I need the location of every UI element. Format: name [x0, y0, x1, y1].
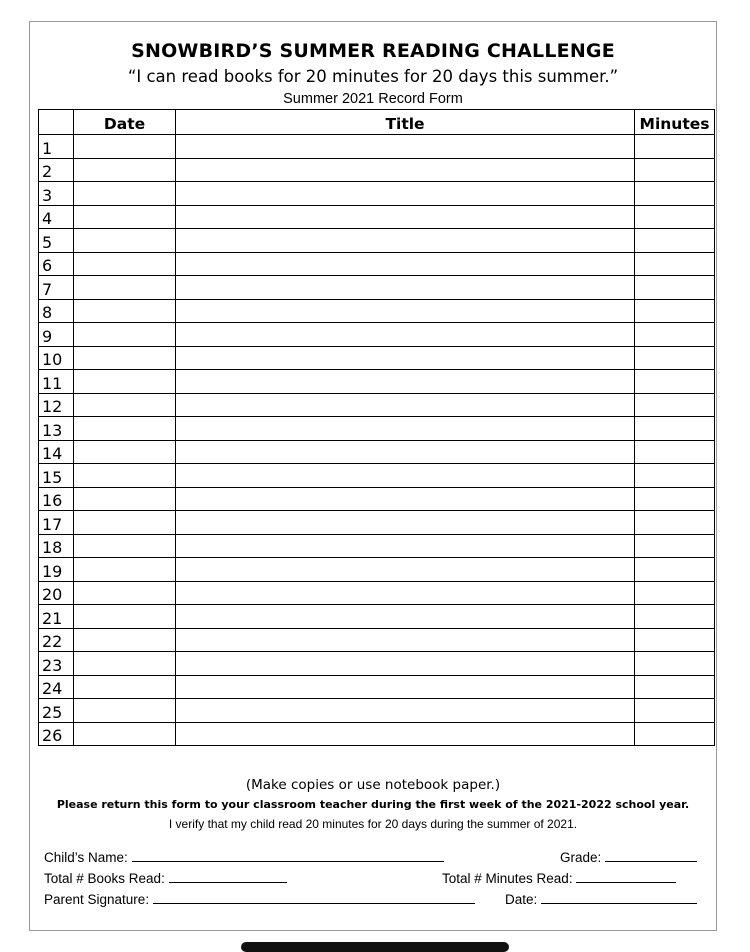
- title-cell[interactable]: [176, 652, 635, 676]
- row-number: 24: [39, 675, 74, 699]
- title-cell[interactable]: [176, 346, 635, 370]
- title-cell[interactable]: [176, 252, 635, 276]
- date-cell[interactable]: [74, 229, 176, 253]
- minutes-cell[interactable]: [635, 558, 715, 582]
- row-number: 17: [39, 511, 74, 535]
- row-number: 5: [39, 229, 74, 253]
- table-row: [39, 581, 715, 605]
- table-row: [39, 346, 715, 370]
- table-row: [39, 417, 715, 441]
- table-row: [39, 229, 715, 253]
- table-row: [39, 605, 715, 629]
- date-cell[interactable]: [74, 558, 176, 582]
- row-number: 14: [39, 440, 74, 464]
- row-number: 2: [39, 158, 74, 182]
- parent-signature-line[interactable]: [153, 891, 475, 904]
- row-number: 7: [39, 276, 74, 300]
- date-cell[interactable]: [74, 675, 176, 699]
- date-cell[interactable]: [74, 346, 176, 370]
- minutes-cell[interactable]: [635, 511, 715, 535]
- date-cell[interactable]: [74, 393, 176, 417]
- title-cell[interactable]: [176, 158, 635, 182]
- row-number: 13: [39, 417, 74, 441]
- home-indicator[interactable]: [241, 942, 509, 952]
- minutes-read-label: Total # Minutes Read:: [442, 871, 573, 886]
- table-row: [39, 722, 715, 746]
- table-row: [39, 440, 715, 464]
- title-cell[interactable]: [176, 370, 635, 394]
- date-cell[interactable]: [74, 605, 176, 629]
- date-line[interactable]: [541, 891, 697, 904]
- title-cell[interactable]: [176, 534, 635, 558]
- column-header-date: Date: [74, 110, 176, 135]
- table-row: [39, 299, 715, 323]
- date-cell[interactable]: [74, 511, 176, 535]
- minutes-cell[interactable]: [635, 252, 715, 276]
- date-cell[interactable]: [74, 652, 176, 676]
- table-row: [39, 182, 715, 206]
- minutes-cell[interactable]: [635, 464, 715, 488]
- minutes-cell[interactable]: [635, 393, 715, 417]
- copies-note: (Make copies or use notebook paper.): [245, 777, 501, 793]
- date-cell[interactable]: [74, 299, 176, 323]
- form-title: SNOWBIRD’S SUMMER READING CHALLENGE: [131, 40, 615, 62]
- minutes-cell[interactable]: [635, 417, 715, 441]
- table-row: [39, 205, 715, 229]
- grade-line[interactable]: [605, 849, 697, 862]
- title-cell[interactable]: [176, 440, 635, 464]
- minutes-read-field: [442, 870, 676, 886]
- row-number: 4: [39, 205, 74, 229]
- title-cell[interactable]: [176, 511, 635, 535]
- date-cell[interactable]: [74, 276, 176, 300]
- title-cell[interactable]: [176, 699, 635, 723]
- minutes-cell[interactable]: [635, 534, 715, 558]
- date-cell[interactable]: [74, 205, 176, 229]
- date-label: Date:: [505, 892, 538, 907]
- title-cell[interactable]: [176, 276, 635, 300]
- date-cell[interactable]: [74, 417, 176, 441]
- title-cell[interactable]: [176, 182, 635, 206]
- row-number: 21: [39, 605, 74, 629]
- minutes-cell[interactable]: [635, 699, 715, 723]
- title-cell[interactable]: [176, 229, 635, 253]
- table-row: [39, 628, 715, 652]
- column-header-minutes: Minutes: [635, 110, 715, 135]
- title-cell[interactable]: [176, 464, 635, 488]
- child-name-line[interactable]: [132, 849, 444, 862]
- date-cell[interactable]: [74, 699, 176, 723]
- table-row: [39, 558, 715, 582]
- row-number: 3: [39, 182, 74, 206]
- minutes-cell[interactable]: [635, 229, 715, 253]
- row-number: 20: [39, 581, 74, 605]
- minutes-cell[interactable]: [635, 158, 715, 182]
- minutes-cell[interactable]: [635, 605, 715, 629]
- date-cell[interactable]: [74, 182, 176, 206]
- table-row: [39, 135, 715, 159]
- date-cell[interactable]: [74, 722, 176, 746]
- row-number: 12: [39, 393, 74, 417]
- row-number: 6: [39, 252, 74, 276]
- minutes-cell[interactable]: [635, 628, 715, 652]
- title-cell[interactable]: [176, 299, 635, 323]
- date-cell[interactable]: [74, 370, 176, 394]
- row-number: 15: [39, 464, 74, 488]
- row-number: 26: [39, 722, 74, 746]
- books-read-label: Total # Books Read:: [44, 871, 165, 886]
- row-number: 10: [39, 346, 74, 370]
- row-number: 19: [39, 558, 74, 582]
- title-cell[interactable]: [176, 722, 635, 746]
- table-row: [39, 370, 715, 394]
- table-row: [39, 652, 715, 676]
- date-cell[interactable]: [74, 534, 176, 558]
- books-read-line[interactable]: [169, 870, 287, 883]
- minutes-cell[interactable]: [635, 276, 715, 300]
- child-name-field: [44, 849, 444, 865]
- title-cell[interactable]: [176, 487, 635, 511]
- minutes-cell[interactable]: [635, 581, 715, 605]
- grade-field: [560, 849, 697, 865]
- date-cell[interactable]: [74, 323, 176, 347]
- date-cell[interactable]: [74, 581, 176, 605]
- title-cell[interactable]: [176, 135, 635, 159]
- minutes-cell[interactable]: [635, 346, 715, 370]
- row-number: 8: [39, 299, 74, 323]
- minutes-cell[interactable]: [635, 323, 715, 347]
- minutes-cell[interactable]: [635, 135, 715, 159]
- parent-signature-label: Parent Signature:: [44, 892, 150, 907]
- title-cell[interactable]: [176, 393, 635, 417]
- reading-record-form: [29, 21, 717, 931]
- row-number: 1: [39, 135, 74, 159]
- column-header-number: [39, 110, 74, 135]
- minutes-cell[interactable]: [635, 440, 715, 464]
- title-cell[interactable]: [176, 581, 635, 605]
- return-note: Please return this form to your classroom teacher during the first week of the 2021-2022 school year.: [56, 798, 690, 811]
- title-cell[interactable]: [176, 558, 635, 582]
- table-row: [39, 276, 715, 300]
- table-row: [39, 252, 715, 276]
- minutes-read-line[interactable]: [576, 870, 676, 883]
- table-row: [39, 534, 715, 558]
- table-row: [39, 158, 715, 182]
- row-number: 9: [39, 323, 74, 347]
- date-cell[interactable]: [74, 135, 176, 159]
- minutes-cell[interactable]: [635, 205, 715, 229]
- reading-log-table: [38, 109, 715, 746]
- row-number: 22: [39, 628, 74, 652]
- title-cell[interactable]: [176, 675, 635, 699]
- minutes-cell[interactable]: [635, 722, 715, 746]
- minutes-cell[interactable]: [635, 487, 715, 511]
- column-header-title: Title: [176, 110, 635, 135]
- row-number: 25: [39, 699, 74, 723]
- date-cell[interactable]: [74, 252, 176, 276]
- minutes-cell[interactable]: [635, 299, 715, 323]
- form-subtitle: “I can read books for 20 minutes for 20 days this summer.”: [127, 67, 619, 86]
- minutes-cell[interactable]: [635, 370, 715, 394]
- date-cell[interactable]: [74, 487, 176, 511]
- title-cell[interactable]: [176, 628, 635, 652]
- table-row: [39, 511, 715, 535]
- minutes-cell[interactable]: [635, 675, 715, 699]
- table-row: [39, 675, 715, 699]
- table-row: [39, 464, 715, 488]
- row-number: 23: [39, 652, 74, 676]
- minutes-cell[interactable]: [635, 182, 715, 206]
- date-field: [505, 891, 697, 907]
- row-number: 16: [39, 487, 74, 511]
- table-row: [39, 323, 715, 347]
- row-number: 11: [39, 370, 74, 394]
- reading-log-body: [39, 135, 715, 746]
- table-row: [39, 699, 715, 723]
- date-cell[interactable]: [74, 464, 176, 488]
- title-cell[interactable]: [176, 323, 635, 347]
- verify-note: I verify that my child read 20 minutes for 20 days during the summer of 2021.: [168, 817, 578, 831]
- table-row: [39, 393, 715, 417]
- date-cell[interactable]: [74, 158, 176, 182]
- books-read-field: [44, 870, 287, 886]
- table-header-row: [39, 110, 715, 135]
- form-name: Summer 2021 Record Form: [283, 91, 463, 107]
- date-cell[interactable]: [74, 628, 176, 652]
- parent-signature-field: [44, 891, 475, 907]
- date-cell[interactable]: [74, 440, 176, 464]
- title-cell[interactable]: [176, 605, 635, 629]
- child-name-label: Child’s Name:: [44, 850, 128, 865]
- grade-label: Grade:: [560, 850, 602, 865]
- title-cell[interactable]: [176, 417, 635, 441]
- row-number: 18: [39, 534, 74, 558]
- title-cell[interactable]: [176, 205, 635, 229]
- table-row: [39, 487, 715, 511]
- minutes-cell[interactable]: [635, 652, 715, 676]
